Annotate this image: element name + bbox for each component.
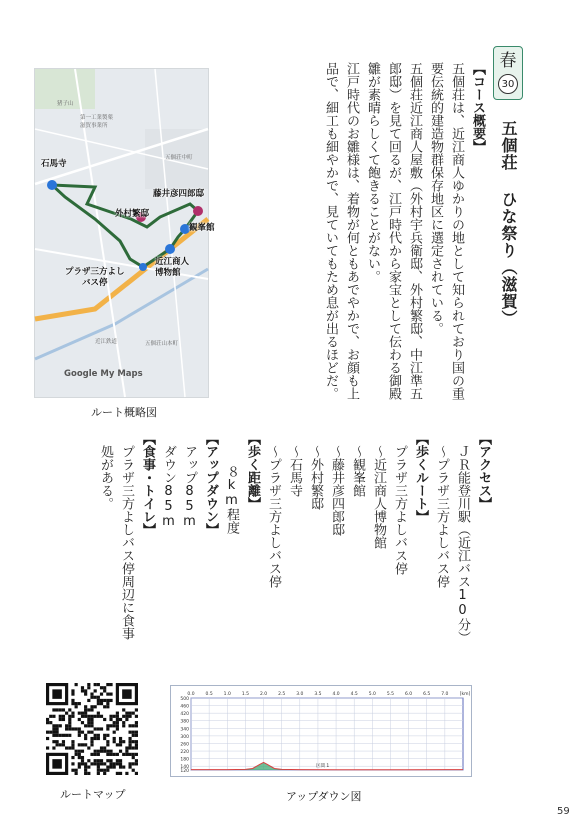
- map-label-small: 第一工業製薬 滋賀事業所: [80, 115, 114, 129]
- distance-heading: 【歩く距離】: [245, 432, 260, 510]
- food-line: プラザ三方よしバス停周辺に食事: [119, 445, 134, 640]
- google-watermark: Google My Maps: [64, 369, 143, 379]
- map-label-ishibaji: 石馬寺: [41, 159, 67, 169]
- updown-line: アップ85m: [182, 445, 197, 529]
- x-tick-label: 5.5: [386, 692, 395, 697]
- updown-heading: 【アップダウン】: [203, 432, 218, 536]
- x-tick-label: 2.0: [259, 692, 268, 697]
- x-tick-label: 6.0: [405, 692, 413, 697]
- map-label-small: 五個荘山本町: [145, 341, 179, 347]
- route-line: 〜石馬寺: [287, 445, 302, 497]
- food-line: 処がある。: [98, 445, 113, 510]
- fujii-marker: [193, 206, 203, 216]
- route-line: 〜観峯館: [350, 445, 365, 497]
- map-caption: ルート概略図: [91, 406, 157, 419]
- map-label-small: 五個荘中町: [165, 155, 193, 161]
- legend-label: 区間 1: [316, 764, 330, 769]
- y-tick-label: 140: [180, 765, 189, 771]
- route-line: 〜藤井彦四郎邸: [329, 445, 344, 536]
- access-line: 〜プラザ三方よしバス停: [434, 445, 449, 588]
- map-label-small: 猪子山: [57, 101, 74, 107]
- x-tick-label: 1.5: [241, 692, 249, 697]
- y-tick-label: 300: [180, 734, 189, 740]
- elevation-chart: [171, 686, 471, 776]
- season-badge: [493, 46, 523, 100]
- info-section: [95, 432, 494, 667]
- y-tick-label: 460: [180, 704, 189, 710]
- distance-value: ８km程度: [224, 464, 239, 534]
- x-tick-label: 5.0: [368, 692, 376, 697]
- x-tick-label: 7.0: [441, 692, 449, 697]
- museum-marker: [165, 244, 175, 254]
- map-graphic: [35, 69, 208, 397]
- elevation-profile: [170, 685, 472, 777]
- profile-caption: アップダウン図: [286, 790, 362, 803]
- map-label-tonomura: 外村繁邸: [115, 209, 150, 219]
- route-line: 〜近江商人博物館: [371, 445, 386, 549]
- season-label: 春: [499, 51, 517, 71]
- y-tick-label: 180: [180, 757, 189, 763]
- plot-area: [191, 698, 463, 770]
- updown-line: ダウン85m: [161, 445, 176, 529]
- plaza-marker: [139, 263, 147, 271]
- ishibaji-marker: [47, 180, 57, 190]
- map-label-fujii: 藤井彦四郎邸: [153, 189, 205, 199]
- route-line: プラザ三方よしバス停: [392, 445, 407, 575]
- x-tick-label: 0.5: [205, 692, 213, 697]
- page-title: 五個荘 ひな祭り（滋賀）: [499, 120, 518, 327]
- x-tick-label: 6.5: [423, 692, 431, 697]
- x-tick-label: 2.5: [278, 692, 286, 697]
- map-label-kanpo: 観峯館: [189, 223, 215, 233]
- course-outline: [320, 62, 488, 402]
- qr-code[interactable]: [46, 683, 138, 775]
- x-tick-label: 4.5: [350, 692, 358, 697]
- x-tick-label: 3.5: [314, 692, 322, 697]
- access-heading: 【アクセス】: [476, 432, 491, 510]
- qr-caption: ルートマップ: [60, 788, 126, 801]
- x-tick-label: 1.0: [223, 692, 231, 697]
- map-label-plaza: プラザ三方よし バス停: [65, 267, 125, 288]
- food-heading: 【食事・トイレ】: [140, 432, 155, 536]
- outline-paragraph: 五個荘近江商人屋敷（外村宇兵衛邸、外村繁邸、中江準五郎邸）を見て回るが、江戸時代から家宝として伝わる御殿雛が素晴らしくて飽きることがない。: [365, 62, 422, 400]
- y-tick-label: 260: [180, 742, 189, 748]
- x-tick-label: 4.0: [332, 692, 340, 697]
- route-line: 〜プラザ三方よしバス停: [266, 445, 281, 588]
- x-tick-label: 3.0: [296, 692, 304, 697]
- y-tick-label: 420: [180, 712, 189, 718]
- y-tick-label: 500: [180, 697, 189, 702]
- x-tick-label: [km]: [459, 692, 471, 697]
- y-tick-label: 340: [180, 727, 189, 733]
- outline-paragraph: 江戸時代のお雛様は、着物が何ともあでやかで、お顔も上品で、細工も細やかで、見ていてもため息が出るほどだ。: [323, 62, 359, 400]
- x-tick-label: 0.0: [187, 692, 195, 697]
- access-line: ＪＲ能登川駅（近江バス10分）: [455, 445, 470, 644]
- route-line: 〜外村繁邸: [308, 445, 323, 510]
- route-map: [34, 68, 215, 398]
- map-label-small: 近江鉄道: [95, 339, 118, 345]
- course-number: 30: [498, 74, 518, 94]
- map-label-museum: 近江商人 博物館: [155, 257, 190, 278]
- y-tick-label: 220: [180, 750, 189, 756]
- course-outline-heading: 【コース概要】: [470, 62, 485, 153]
- outline-paragraph: 五個荘は、近江商人ゆかりの地として知られており国の重要伝統的建造物群保存地区に選定されている。: [428, 62, 464, 400]
- page-number: 59: [557, 806, 570, 817]
- route-heading: 【歩くルート】: [413, 432, 428, 523]
- y-tick-label: 120: [180, 769, 189, 774]
- y-tick-label: 380: [180, 719, 189, 725]
